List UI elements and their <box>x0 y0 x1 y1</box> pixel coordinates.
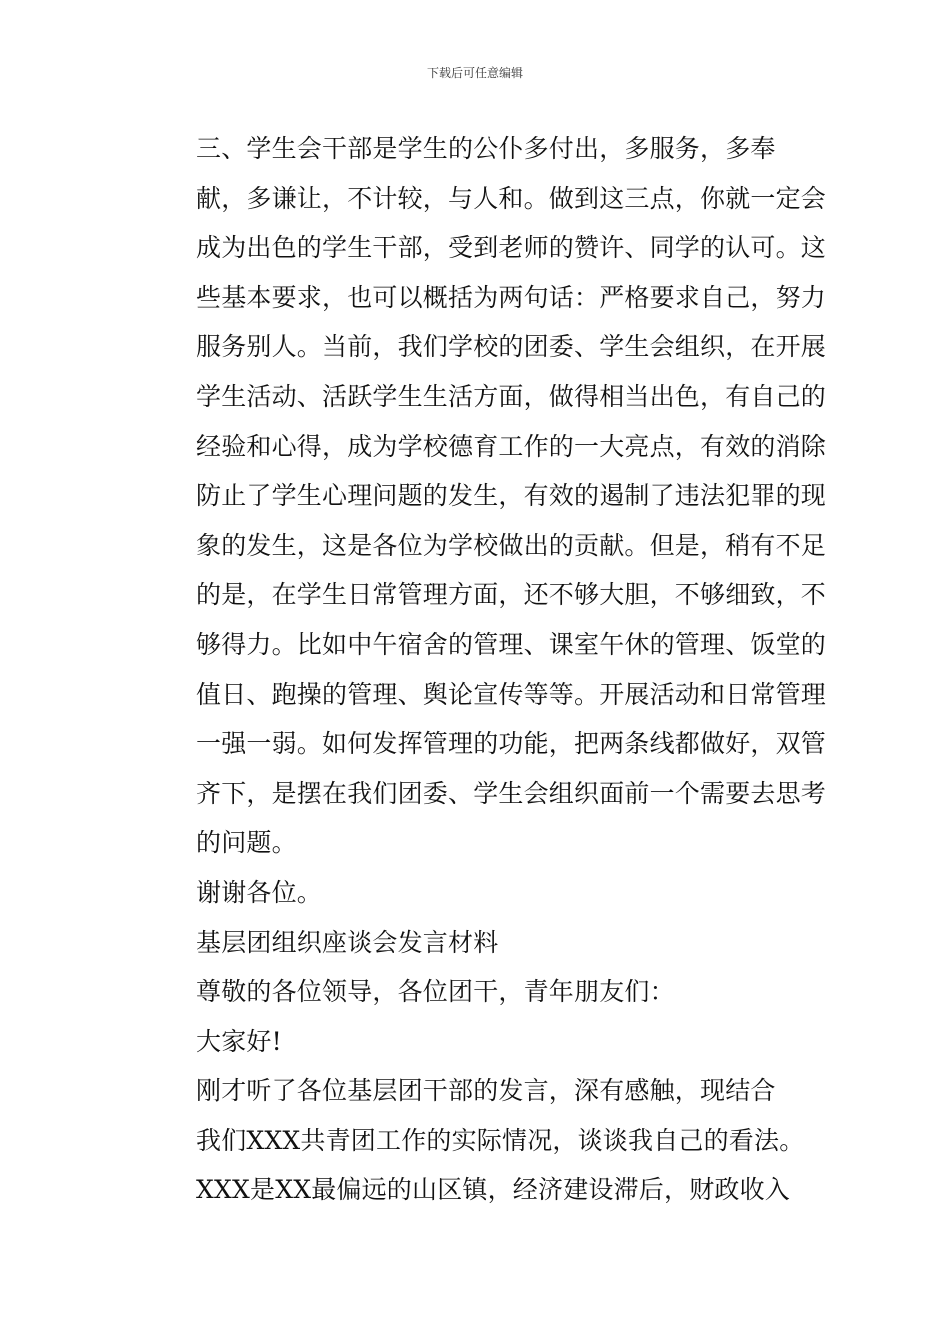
text-line: 服务别人。当前，我们学校的团委、学生会组织，在开展 <box>196 332 827 362</box>
text-line: 的问题。 <box>196 828 297 858</box>
text-line: 一强一弱。如何发挥管理的功能，把两条线都做好，双管 <box>196 729 827 759</box>
text-line: 象的发生，这是各位为学校做出的贡献。但是，稍有不足 <box>196 530 827 560</box>
paragraph-student-union-duties <box>146 124 827 868</box>
text-line: 值日、跑操的管理、舆论宣传等等。开展活动和日常管理 <box>196 679 827 709</box>
closing-line: 谢谢各位。 <box>196 877 323 907</box>
text-line: 经验和心得，成为学校德育工作的一大亮点，有效的消除 <box>196 431 827 461</box>
document-body <box>146 124 827 1215</box>
text-line: 够得力。比如中午宿舍的管理、课室午休的管理、饭堂的 <box>196 629 827 659</box>
text-line: 齐下，是摆在我们团委、学生会组织面前一个需要去思考 <box>196 778 827 808</box>
text-line: 些基本要求，也可以概括为两句话：严格要求自己，努力 <box>196 282 827 312</box>
paragraph-reflection <box>146 1066 806 1165</box>
page-header-note: 下载后可任意编辑 <box>426 66 523 80</box>
text-line: 三、学生会干部是学生的公仆多付出，多服务，多奉 <box>196 134 776 163</box>
text-line: XXX是XX最偏远的山区镇，经济建设滞后，财政收入 <box>196 1175 790 1205</box>
salutation-line: 尊敬的各位领导，各位团干，青年朋友们： <box>196 977 675 1007</box>
paragraph-town-intro <box>146 1165 806 1215</box>
text-line: 献，多谦让，不计较，与人和。做到这三点，你就一定会 <box>196 183 827 213</box>
text-line: 学生活动、活跃学生生活方面，做得相当出色，有自己的 <box>196 381 827 411</box>
text-line: 刚才听了各位基层团干部的发言，深有感触，现结合 <box>196 1076 776 1106</box>
text-line: 我们XXX共青团工作的实际情况，谈谈我自己的看法。 <box>196 1125 805 1155</box>
text-line: 的是，在学生日常管理方面，还不够大胆，不够细致，不 <box>196 580 827 610</box>
text-line: 成为出色的学生干部，受到老师的赞许、同学的认可。这 <box>196 233 827 263</box>
text-line: 防止了学生心理问题的发生，有效的遏制了违法犯罪的现 <box>196 481 827 511</box>
greeting-line: 大家好! <box>196 1026 282 1056</box>
section-title: 基层团组织座谈会发言材料 <box>196 927 499 957</box>
